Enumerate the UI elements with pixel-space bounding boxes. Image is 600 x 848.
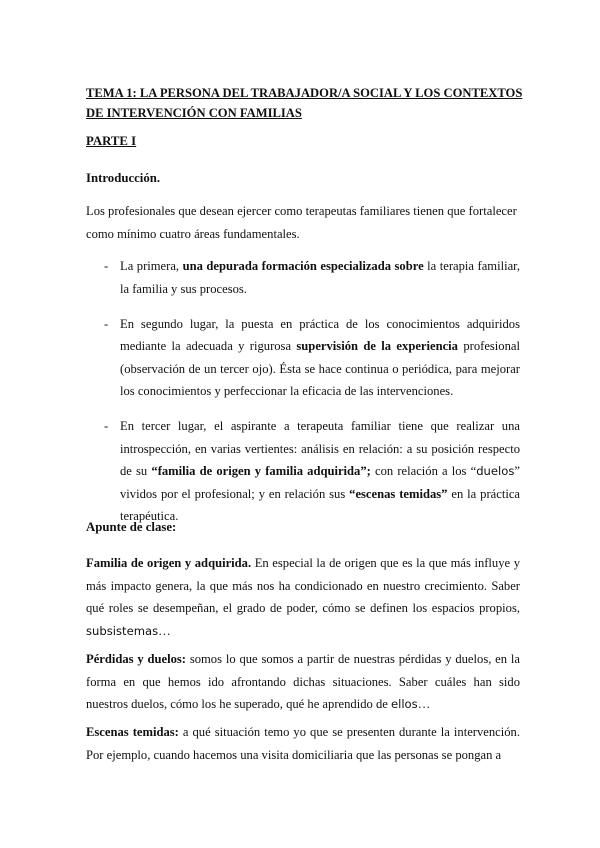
list-item-text: con relación a los “ [370,464,477,478]
intro-paragraph: Los profesionales que desean ejercer como terapeutas familiares tienen que fortalecer como mínimo cuatro áreas fundamentales. [86,204,517,241]
list-item-emphasis: “escenas temidas” [349,486,448,501]
list-item-text: profesional (observación de un tercer ojo). Ésta se hace continua o periódica, para mejorar los conocimientos y perfeccionar la eficacia de las intervenciones. [120,339,520,398]
bullet-dash: - [104,259,109,273]
list-item-emphasis: “familia de origen y familia adquirida”; [151,464,371,478]
page-title: TEMA 1: LA PERSONA DEL TRABAJADOR/A SOCIAL Y LOS CONTEXTOS DE INTERVENCIÓN CON FAMILIAS [86,86,523,120]
section-perdidas [86,648,520,716]
list-item [86,313,520,403]
bullet-dash: - [104,419,109,433]
list-item-text: ” vividos por el profesional; y en relación sus [120,464,520,501]
part-heading: PARTE I [86,134,137,148]
section-ellipsis: … [417,697,431,711]
section-text: En especial la de origen que es la que más influye y más impacto genera, la que más nos ha condicionado en nuestro crecimiento. Saber qué roles se desempeñan, el grado de poder, cómo se definen los espacios propios, [86,556,520,615]
section-ellipsis: … [158,623,171,638]
list-item-emphasis: una depurada formación especializada sobre [179,259,424,273]
section-sans-word: subsistemas [86,623,159,638]
list-item-text: la terapia familiar, la familia y sus procesos. [120,259,520,296]
list-item-duelos: duelos [476,464,515,478]
list-item-text: en la práctica terapéutica. [120,486,520,523]
list-item-emphasis: supervisión de la experiencia [296,339,458,353]
list-item-text: En tercer lugar, el aspirante a terapeuta familiar tiene que realizar una introspección, en varias vertientes: análisis en relación: a su posición respecto de su [120,419,520,478]
apunte-heading: Apunte de clase: [86,520,177,534]
list-item-text: La primera, [120,259,180,273]
section-label: Familia de origen y adquirida. [86,556,252,570]
section-text: a qué situación temo yo que se presenten durante la intervención. Por ejemplo, cuando hacemos una visita domiciliaria que las personas se pongan a [86,725,520,762]
section-text: somos lo que somos a partir de nuestras pérdidas y duelos, en la forma en que hemos ido afrontando dichas situaciones. Saber cuáles han sido nuestros duelos, cómo los he superado, qué he aprendido de [86,652,520,711]
section-label: Escenas temidas: [86,725,179,739]
section-familia [86,552,520,642]
list-item [86,415,520,528]
list-item [86,255,520,300]
section-sans-word: ellos [390,697,418,711]
list-item-text: En segundo lugar, la puesta en práctica de los conocimientos adquiridos mediante la adecuada y rigurosa [120,316,520,353]
bullet-dash: - [104,316,109,331]
section-escenas [86,721,520,766]
section-label: Pérdidas y duelos: [86,652,186,666]
intro-heading: Introducción. [86,171,161,185]
areas-list [86,255,520,540]
